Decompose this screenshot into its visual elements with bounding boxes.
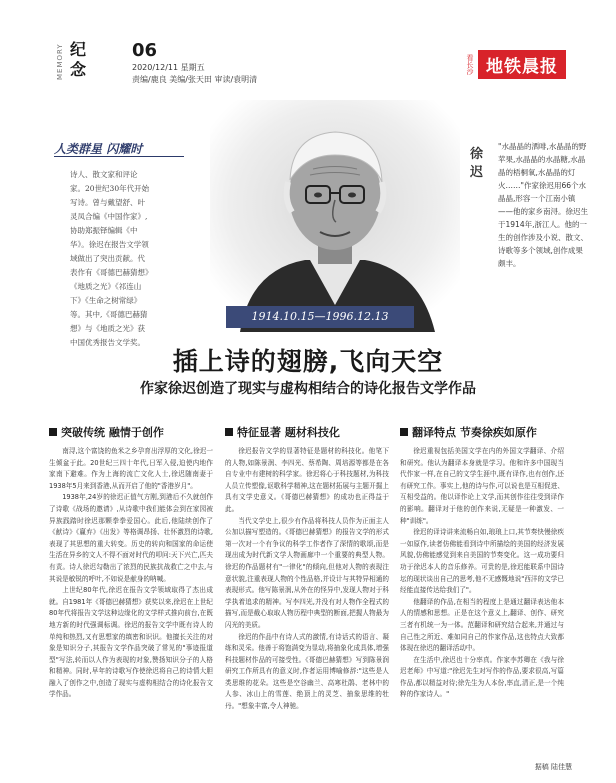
portrait-image (210, 100, 460, 332)
paragraph: 徐迟的译诗讲来流畅自如,琅琅上口,其节奏快慢徐疾一如原作,读者仿佛能看到诗中所描绘的美国的经济发展风貌,仿佛能感觉到来自美国的节奏变化。这一成功要归功于徐迟本人的音乐修养。可贵的是,徐迟能联系中国诗坛的现状谈出自己的思考,他不无感慨地说"西洋的文学已经能直接传达给我们了"。 (400, 528, 564, 595)
paragraph: 徐迟的作品中有诗人式的激情,有诗话式的语言、凝练和灵采。他善于将饱满变为显动,将抽象化成具体,增强科技题材作品的可接受性。《哥德巴赫猜想》写到陈景润研究工作所具有的意义时,作者运用博喻修辞:"这些是人类思维的花朵。这些是空谷幽兰、高寒杜鹃、老林中的人参、冰山上的雪莲、绝顶上的灵芝、抽象思维的牡丹。"想象丰富,令人神驰。 (225, 632, 389, 711)
masthead-mark: 看长沙 (466, 53, 474, 75)
memory-label: MEMORY (56, 43, 64, 80)
lifespan-banner: 1914.10.15—1996.12.13 (226, 306, 414, 328)
masthead (465, 52, 566, 76)
portrait-illustration (210, 100, 460, 332)
paragraph: 在生活中,徐迟也十分率真。作家李苏卿在《我与徐迟老师》中写道:"徐迟先生对写作的作品,要求很高,写篇作品,都以精益对待;徐先生为人本份,率直,清正,是一个纯粹的作家诗人。" (400, 655, 564, 699)
issue-date: 2020/12/11 星期五 (132, 63, 205, 72)
column-heading (400, 424, 564, 440)
paragraph: 徐迟报告文学的显著特征是题材的科技化。他笔下的人物,如陈景润、李四光、蔡希陶、周培源等都是在各自专业中有建树的科学家。徐迟将心于科技题材,为科技人员立传塑像,讴歌科学精神,这在题材拓展与主题开掘上具有文学史意义。《哥德巴赫猜想》的成功也正得益于此。 (225, 447, 389, 513)
column-body (400, 446, 564, 701)
paragraph: 上世纪80年代,徐迟在报告文学领域取得了杰出成就。自1981年《哥德巴赫猜想》获奖以来,徐迟在上世纪80年代将报告文学这种边缘化的文学样式推向前台,在既地方新的时代强调标调。徐迟的报告文学中既有诗人的单纯和热烈,又有思想家的缜密和识识。他擅长关注的对象是知识分子,其报告文学作品突破了常见的"事迹报道型"写法,转而以人作为表现的对象,赞扬知识分子的人格和精神。同时,早年的诗歌写作使徐迟将自己的诗情大胆融入了创作之中,创造了现实与虚构相结合的诗化报告文学作品。 (49, 586, 213, 699)
article-column-2 (225, 424, 389, 713)
author-name: 徐迟 (470, 147, 484, 180)
section-title: 纪念 (70, 40, 87, 79)
column-body (225, 446, 389, 713)
byline: 据稿 陆佳慧 (534, 763, 572, 771)
column-heading-text: 翻译特点 节奏徐疾如原作 (412, 426, 537, 439)
column-heading (49, 424, 213, 440)
headline: 插上诗的翅膀,飞向天空 (172, 347, 444, 376)
square-bullet-icon (49, 428, 57, 436)
paragraph: 南浔,这个富饶的鱼米之乡孕育出浮厚的文化,徐迟一生倾盆于此。20世纪三四十年代,日军入侵,迫使内地作家南下避难。作为上海的流亡文化人士,徐迟随南妻于1938年5月来到香港,从而开启了他的"香港岁月"。 (49, 447, 213, 490)
paragraph: 1938年,24岁的徐迟正值气方刚,到港后不久就创作了诗歌《战场的邀请》,从诗歌中我们能体会到在家园被异族践踏时徐迟那颗拳拳爱国心。此后,他陆续创作了《献诗》《赢弃》《出发》等格调昂扬、壮怀激烈的诗歌,表现了其思想的重大转变。历史的转向和国家的命运使生活在异乡的文人不得不面对时代的叩问:天下兴亡,匹夫有责。诗人徐迟勾勒出了浓烈的民族抗战救亡之中去,与其说是敏锐的呼叶,不如说是献身的呐喊。 (49, 493, 213, 583)
author-intro: 诗人、散文家和评论家。20世纪30年代开始写诗。曾与戴望舒、叶灵凤合编《中国作家》,协助郑振铎编辑《中华》。徐迟在报告文学领域做出了突出贡献。代表作有《哥德巴赫猜想》《地质之光》《祁连山下》《生命之树常绿》等。其中,《哥德巴赫猜想》与《地质之光》获中国优秀报告文学奖。 (70, 170, 150, 347)
article-column-1 (49, 424, 213, 701)
paragraph: 他翻译的作品,在相当的程度上是通过翻译表达他本人的情感和思想。正是在这个意义上,翻译、创作、研究三者有机统一为一体。范翻译和研究结合起来,并通过与自己性之所近、难如同自己的作家作品,这也特点大致都体现在徐迟的翻译活动中。 (400, 597, 564, 653)
column-heading (225, 424, 389, 440)
column-tag-normal: 人类群星 (54, 142, 103, 156)
column-tag (54, 138, 164, 158)
square-bullet-icon (400, 428, 408, 436)
column-heading-text: 特征显著 题材科技化 (237, 426, 340, 439)
article-column-3 (400, 424, 564, 701)
masthead-logo: 地铁晨报 (478, 50, 566, 79)
column-heading-text: 突破传统 融情于创作 (61, 426, 164, 439)
column-body (49, 446, 213, 701)
section-header (56, 40, 126, 82)
column-tag-highlight: 闪耀时 (106, 142, 143, 156)
subheadline: 作家徐迟创造了现实与虚构相结合的诗化报告文学作品 (140, 381, 476, 397)
divider (54, 156, 184, 157)
page-number: 06 (132, 40, 158, 61)
paragraph: 当代文学史上,很少有作品将科技人员作为正面主人公加以描写塑造的。《哥德巴赫猜想》的报告文学的形式第一次对一个有争议的科学工作者作了深情的歌颂,而是现出成为时代新文学人物画廊中一个重要的典型人物。徐迟的作品题材有"一律化"的倾向,但他对人物的表现注意状貌,注重表现人物的个性品格,并设计与其特异相通的表现形式。他写陈景润,从外在的怪异中,发现人物对于科学执着追求的精神。写李四光,并没有对人物作全程式的描写,而是截心取取人物历程中典型的断面,把握人物最为闪光的美质。 (225, 516, 389, 629)
author-bio: "水晶晶的洒啡,水晶晶的野苹果,水晶晶的水晶糖,水晶晶的梧桐氧,水晶晶的灯火……"作家徐迟用66个水晶晶,形容一个江南小镇——他的家乡南浔。徐迟生于1914年,浙江人。他的一生的创作涉及小说、散文、诗歌等多个领域,创作成果颇丰。 (498, 142, 588, 268)
editor-credits: 责编/鹿良 美编/张天田 审读/袁明清 (132, 75, 258, 84)
paragraph: 徐迟重视包括美国文学在内的外国文学翻译、介绍和研究。他认为翻译本身就是学习。他和许多中国现当代作家一样,在自己的文学生涯中,既有译作,也有创作,还有研究工作。事实上,他的诗与作,可以说也是互相促进、互相受益的。他以译作论上文学,而其创作往往受到译作的影响。翻译对于他的创作来说,无疑是一种激发、一种"训练"。 (400, 447, 564, 525)
square-bullet-icon (225, 428, 233, 436)
